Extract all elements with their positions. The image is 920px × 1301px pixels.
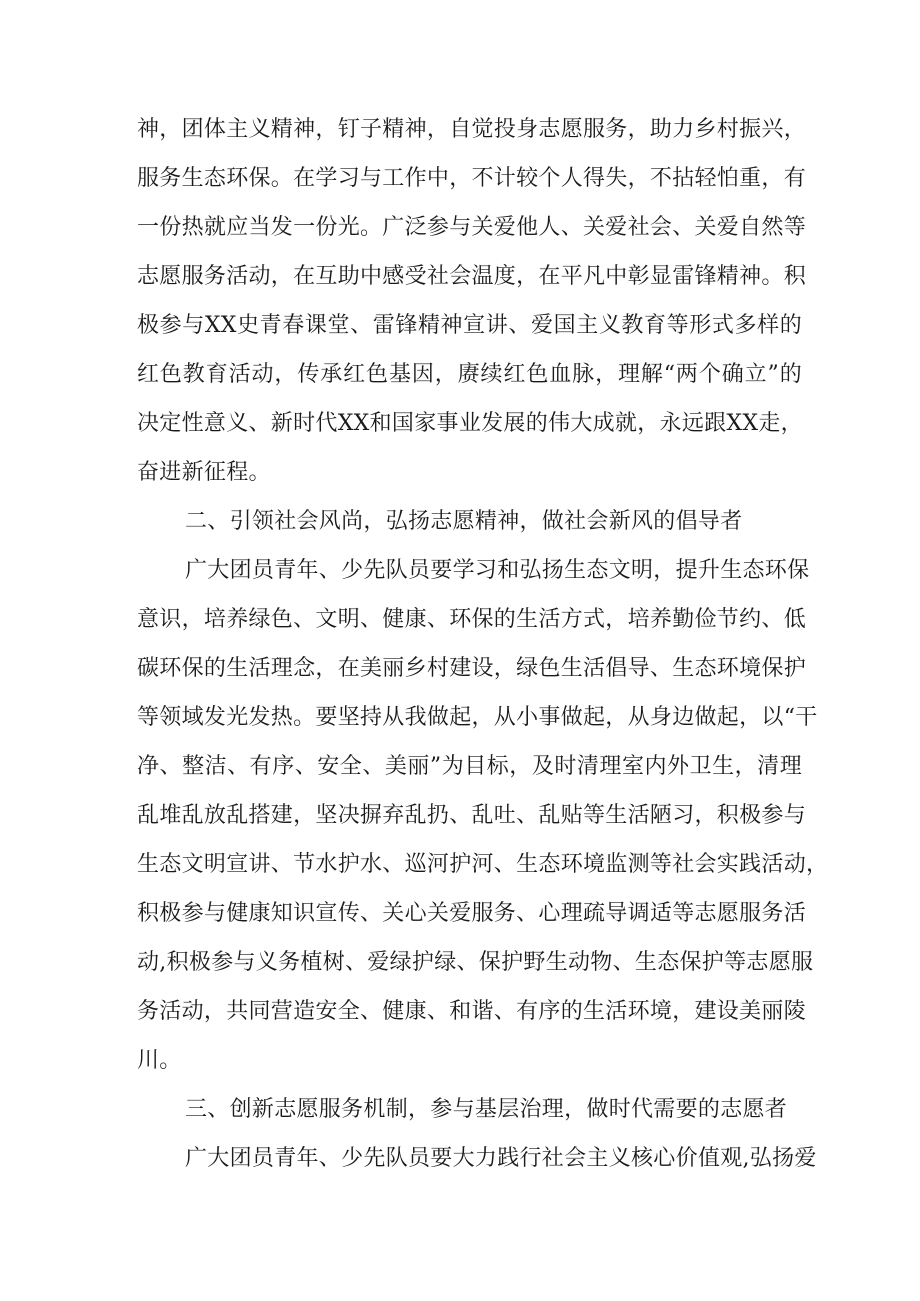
text-line: 意识，培养绿色、文明、健康、环保的生活方式，培养勤俭节约、低 [137,607,807,632]
paragraph-end-line: 川。 [137,1048,182,1073]
text-line: 志愿服务活动，在互助中感受社会温度，在平凡中彰显雷锋精神。积 [137,264,807,289]
text-line: 服务生态环保。在学习与工作中，不计较个人得失，不拈轻怕重，有 [137,166,807,191]
paragraph-first-line: 广大团员青年、少先队员要大力践行社会主义核心价值观,弘扬爱 [185,1146,817,1171]
text-line: 务活动，共同营造安全、健康、和谐、有序的生活环境，建设美丽陵 [137,999,807,1024]
text-line: 乱堆乱放乱搭建，坚决摒弃乱扔、乱吐、乱贴等生活陋习，积极参与 [137,803,807,828]
text-line: 决定性意义、新时代XX和国家事业发展的伟大成就，永远跟XX走， [137,411,803,436]
text-line: 碳环保的生活理念，在美丽乡村建设，绿色生活倡导、生态环境保护 [137,656,807,681]
section-heading-3: 三、创新志愿服务机制，参与基层治理，做时代需要的志愿者 [185,1097,788,1122]
text-line: 净、整洁、有序、安全、美丽”为目标，及时清理室内外卫生，清理 [137,754,802,779]
text-line: 积极参与健康知识宣传、关心关爱服务、心理疏导调适等志愿服务活 [137,901,807,926]
section-heading-2: 二、引领社会风尚，弘扬志愿精神，做社会新风的倡导者 [185,509,743,534]
text-line: 神，团体主义精神，钉子精神，自觉投身志愿服务，助力乡村振兴， [137,117,807,142]
text-line: 等领域发光发热。要坚持从我做起，从小事做起，从身边做起，以“干 [137,705,818,730]
text-line: 生态文明宣讲、节水护水、巡河护河、生态环境监测等社会实践活动， [137,852,829,877]
text-line: 动,积极参与义务植树、爱绿护绿、保护野生动物、生态保护等志愿服 [137,950,814,975]
paragraph-end-line: 奋进新征程。 [137,460,271,485]
paragraph-first-line: 广大团员青年、少先队员要学习和弘扬生态文明，提升生态环保 [185,558,810,583]
text-line: 极参与XX史青春课堂、雷锋精神宣讲、爱国主义教育等形式多样的 [137,313,802,338]
text-line: 一份热就应当发一份光。广泛参与关爱他人、关爱社会、关爱自然等 [137,215,807,240]
text-line: 红色教育活动，传承红色基因，赓续红色血脉，理解“两个确立”的 [137,362,802,387]
